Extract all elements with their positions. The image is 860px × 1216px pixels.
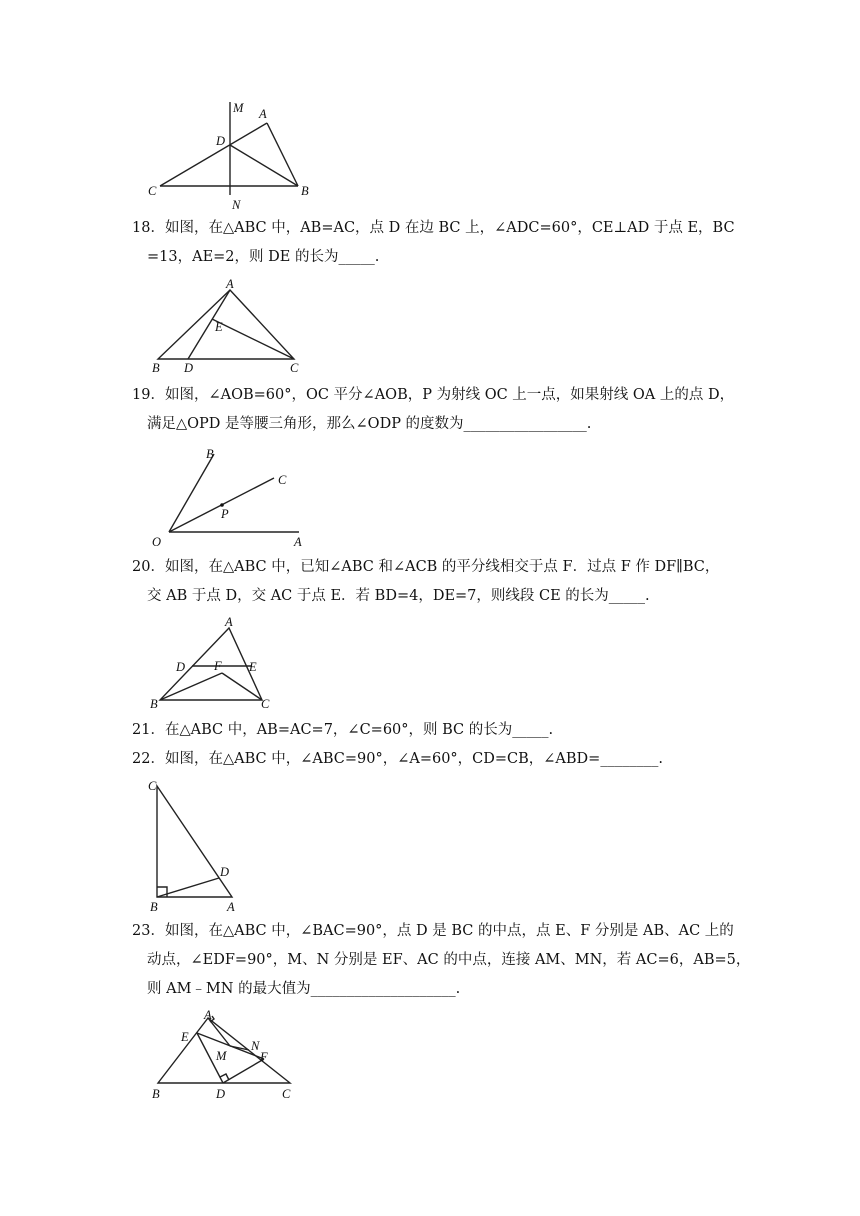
label-d: D	[184, 361, 194, 375]
question-number: 18．	[132, 220, 165, 236]
question-text: 交 AB 于点 D，交 AC 于点 E．若 BD=4，DE=7，则线段 CE 的长为_____.	[147, 588, 650, 604]
question-line	[132, 917, 732, 946]
figure-q18	[144, 276, 314, 376]
question-line	[132, 946, 751, 975]
label-c: C	[148, 779, 157, 793]
figure-q23	[144, 1008, 304, 1104]
question-text: 如图，在△ABC 中，∠ABC=90°，∠A=60°，CD=CB，∠ABD=________.	[164, 751, 663, 767]
question-text: 如图，在△ABC 中，AB=AC，点 D 在边 BC 上，∠ADC=60°，CE⊥AD 于点 E，BC	[164, 220, 735, 236]
label-p: P	[221, 507, 229, 521]
question-line	[132, 716, 732, 745]
label-c: C	[278, 473, 287, 487]
label-d: D	[216, 134, 226, 148]
question-text: 如图，∠AOB=60°，OC 平分∠AOB，P 为射线 OC 上一点，如果射线 OA 上的点 D，	[164, 387, 735, 403]
label-b: B	[152, 1087, 160, 1101]
label-b: B	[152, 361, 160, 375]
question-number: 22．	[132, 751, 165, 767]
label-f: F	[260, 1050, 268, 1064]
label-m: M	[233, 101, 244, 115]
question-number: 19．	[132, 387, 165, 403]
figure-q20	[144, 614, 284, 712]
label-a: A	[226, 277, 234, 291]
label-a: A	[204, 1008, 212, 1022]
question-22	[132, 745, 732, 774]
question-23	[132, 917, 751, 1004]
question-text: 满足△OPD 是等腰三角形，那么∠ODP 的度数为_________________.	[147, 416, 592, 432]
question-text: 在△ABC 中，AB=AC=7，∠C=60°，则 BC 的长为_____.	[164, 722, 554, 738]
question-line	[132, 975, 732, 1004]
label-b: B	[150, 900, 158, 914]
label-a: A	[225, 615, 233, 629]
line-ce	[212, 319, 294, 359]
triangle-abc	[157, 786, 232, 897]
question-line	[132, 214, 735, 243]
label-b: B	[301, 184, 309, 198]
label-d: D	[216, 1087, 226, 1101]
label-c: C	[282, 1087, 291, 1101]
question-21	[132, 716, 732, 745]
label-d: D	[176, 660, 186, 674]
label-d: D	[220, 865, 230, 879]
label-m: M	[216, 1049, 227, 1063]
label-e: E	[181, 1030, 189, 1044]
question-line	[132, 243, 732, 272]
label-n: N	[232, 198, 241, 212]
label-a: A	[259, 107, 267, 121]
figure-q19	[144, 444, 314, 550]
label-b: B	[150, 697, 158, 711]
label-c: C	[261, 697, 270, 711]
question-line	[132, 553, 732, 582]
question-text: =13，AE=2，则 DE 的长为_____.	[147, 249, 380, 265]
label-c: C	[290, 361, 299, 375]
label-a: A	[227, 900, 235, 914]
question-text: 如图，在△ABC 中，∠BAC=90°，点 D 是 BC 的中点，点 E、F 分别是 AB、AC 上的	[164, 923, 734, 939]
question-number: 21．	[132, 722, 165, 738]
figure-q17	[140, 95, 320, 213]
figure-q22	[140, 774, 250, 914]
question-text: 动点，∠EDF=90°，M、N 分别是 EF、AC 的中点，连接 AM、MN，若 AC=6，AB=5，	[147, 952, 751, 968]
question-18	[132, 214, 735, 272]
label-a: A	[294, 535, 302, 549]
label-f: F	[214, 659, 222, 673]
label-b: B	[206, 447, 214, 461]
line-ca	[160, 123, 267, 186]
label-e: E	[249, 660, 257, 674]
line-bf	[160, 673, 222, 700]
label-n: N	[251, 1039, 260, 1053]
label-o: O	[152, 535, 162, 549]
question-line	[132, 745, 732, 774]
question-20	[132, 553, 732, 611]
question-line	[132, 582, 732, 611]
label-e: E	[215, 320, 223, 334]
question-text: 则 AM﹣MN 的最大值为____________________.	[147, 981, 461, 997]
question-text: 如图，在△ABC 中，已知∠ABC 和∠ACB 的平分线相交于点 F．过点 F 作 DF∥BC，	[164, 559, 720, 575]
question-number: 23．	[132, 923, 165, 939]
question-line	[132, 410, 732, 439]
question-19	[132, 381, 735, 439]
question-line	[132, 381, 735, 410]
label-c: C	[148, 184, 157, 198]
question-number: 20．	[132, 559, 165, 575]
